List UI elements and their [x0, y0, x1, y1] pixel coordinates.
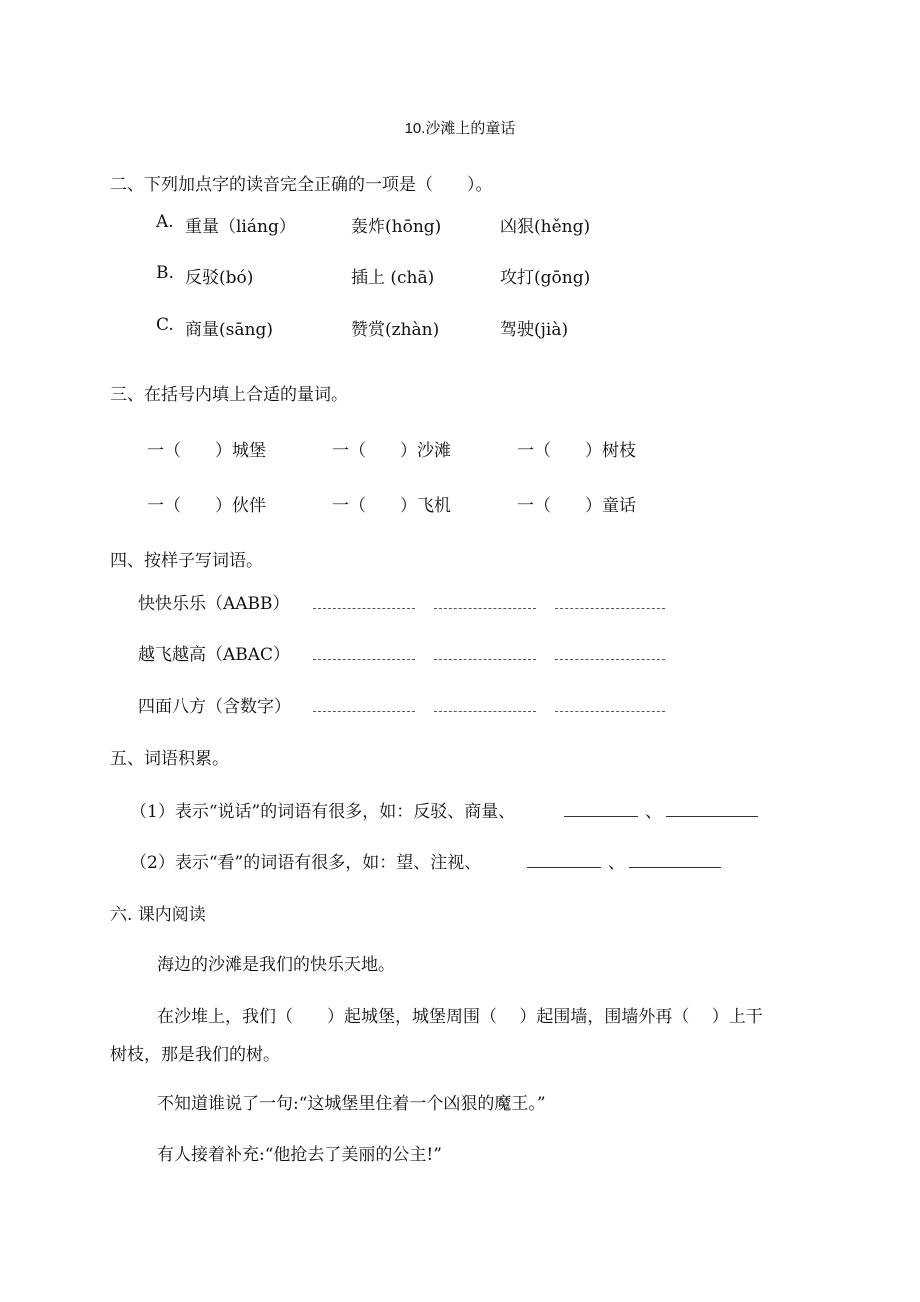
- reading-paragraph-cont: 树枝，那是我们的树。: [110, 1045, 280, 1065]
- answer-blank[interactable]: [564, 816, 638, 817]
- answer-blank[interactable]: [434, 659, 536, 660]
- reading-paragraph: 在沙堆上，我们（ ）起城堡，城堡周围（ ）起围墙，围墙外再（ ）上干: [157, 1007, 763, 1027]
- answer-blank[interactable]: [313, 711, 415, 712]
- q2-row-c-item1: 商量(sāng): [185, 320, 273, 340]
- q2-row-b-item1: 反驳(bó): [185, 268, 254, 288]
- answer-blank[interactable]: [666, 816, 758, 817]
- q4-example-1: 快快乐乐（AABB）: [138, 594, 290, 614]
- q2-row-a-item1: 重量（liáng）: [185, 217, 296, 237]
- q2-heading: 二、下列加点字的读音完全正确的一项是（ ）。: [110, 175, 493, 195]
- q3-blank[interactable]: 一（ ）树枝: [517, 441, 636, 461]
- q2-row-c-item3: 驾驶(jià): [500, 320, 569, 340]
- q2-row-c-label: C.: [156, 315, 174, 335]
- answer-blank[interactable]: [313, 659, 415, 660]
- q2-row-a-item3: 凶狠(hěng): [500, 217, 591, 237]
- answer-blank[interactable]: [555, 659, 665, 660]
- q2-row-b-item2: 插上 (chā): [351, 268, 435, 288]
- q5-separator: 、: [645, 802, 662, 822]
- q2-row-c-item2: 赞赏(zhàn): [351, 320, 440, 340]
- answer-blank[interactable]: [629, 867, 721, 868]
- page-title: 10.沙滩上的童话: [404, 120, 516, 137]
- answer-blank[interactable]: [555, 711, 665, 712]
- q3-blank[interactable]: 一（ ）城堡: [147, 441, 266, 461]
- q6-heading: 六. 课内阅读: [110, 905, 206, 925]
- answer-blank[interactable]: [434, 711, 536, 712]
- q3-blank[interactable]: 一（ ）沙滩: [332, 441, 451, 461]
- q3-blank[interactable]: 一（ ）童话: [517, 496, 636, 516]
- q2-row-a-label: A.: [156, 212, 174, 232]
- answer-blank[interactable]: [434, 608, 536, 609]
- q4-heading: 四、按样子写词语。: [110, 551, 263, 571]
- answer-blank[interactable]: [527, 867, 601, 868]
- q4-example-3: 四面八方（含数字）: [138, 697, 291, 717]
- reading-paragraph: 不知道谁说了一句:“这城堡里住着一个凶狠的魔王。”: [157, 1094, 546, 1114]
- q5-item-1: （1）表示“说话”的词语有很多，如：反驳、商量、: [130, 802, 516, 822]
- answer-blank[interactable]: [555, 608, 665, 609]
- q3-blank[interactable]: 一（ ）伙伴: [147, 496, 266, 516]
- q4-example-2: 越飞越高（ABAC）: [138, 645, 291, 665]
- q2-row-a-item2: 轰炸(hōng): [351, 217, 442, 237]
- reading-paragraph: 海边的沙滩是我们的快乐天地。: [157, 955, 395, 975]
- q3-blank[interactable]: 一（ ）飞机: [332, 496, 451, 516]
- q2-row-b-item3: 攻打(gōng): [500, 268, 591, 288]
- q5-separator: 、: [608, 853, 625, 873]
- q3-heading: 三、在括号内填上合适的量词。: [110, 385, 348, 405]
- answer-blank[interactable]: [313, 608, 415, 609]
- reading-paragraph: 有人接着补充:“他抢去了美丽的公主!”: [157, 1145, 442, 1165]
- q2-row-b-label: B.: [156, 263, 174, 283]
- q5-item-2: （2）表示“看”的词语有很多，如：望、注视、: [130, 853, 482, 873]
- q5-heading: 五、词语积累。: [110, 749, 229, 769]
